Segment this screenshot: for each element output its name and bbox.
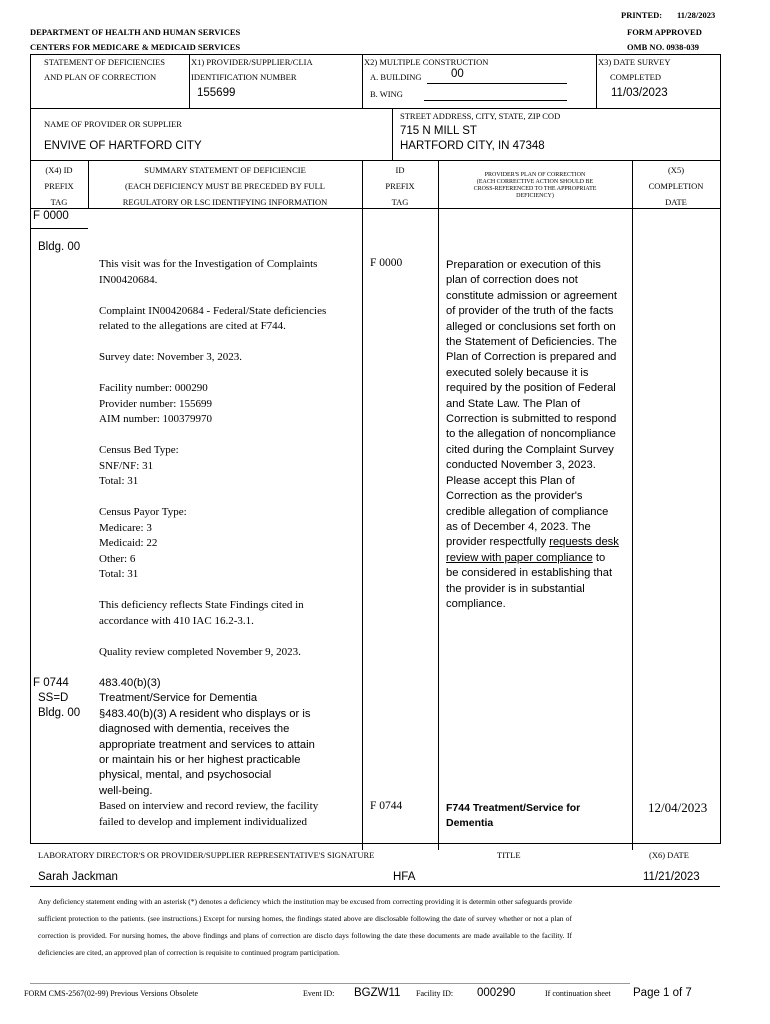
facility-id-label: Facility ID: <box>416 989 454 998</box>
row2-completion-date: 12/04/2023 <box>648 800 708 815</box>
signature-name: Sarah Jackman <box>38 871 118 883</box>
col-id-3: TAG <box>391 197 409 207</box>
x1-label-1: X1) PROVIDER/SUPPLIER/CLIA <box>191 57 313 67</box>
row2-summary-findings: Based on interview and record review, the facility failed to develop and implement individualized <box>99 800 319 828</box>
row1-summary: This visit was for the Investigation of Complaints IN00420684. Complaint IN00420684 - Federal/State deficiencies related to the allegations are cited at F744. Survey date: November 3, 2023. Facility number: 000290 Provider number: 155699 AIM number: 100379970 Census Bed Type: SNF/NF: 31 Total: 31 Census Payor Type: Medicare: 3 Medicaid: 22 Other: 6 Total: 31 This deficiency reflects State Findings cited in accordance with 410 IAC 16.2-3.1. Quality review completed November 9, 2023. <box>99 258 327 658</box>
x3-label-1: X3) DATE SURVEY <box>598 57 671 67</box>
building-value: 00 <box>451 68 464 80</box>
col-summary-2: (EACH DEFICIENCY MUST BE PRECEDED BY FULL <box>125 181 325 191</box>
row2-bldg: Bldg. 00 <box>38 707 81 719</box>
footnote-disclaimer: Any deficiency statement ending with an asterisk (*) denotes a deficiency which the institution may be excused from correcting providing it is determin other safeguards provide sufficient protection to the patients. (see instructions.) Except for nursing homes, the findings stated above are disclosable following the date of survey whether or not a plan of correction is provided. For nursing homes, the above findings and plans of correction are disclo days following the date these documents are made available to the facility. If deficiencies are cited, an approved plan of correction is requisite to continued program participation. <box>38 897 572 957</box>
title-label: TITLE <box>497 850 521 860</box>
plan-text-b: to <box>592 551 606 564</box>
col-id-1: ID <box>395 165 405 175</box>
plan-underline-1: requests desk <box>549 536 619 549</box>
wing-label: B. WING <box>370 89 403 99</box>
col-x5-3: DATE <box>665 197 687 207</box>
centers-title: CENTERS FOR MEDICARE & MEDICAID SERVICES <box>30 42 241 52</box>
statement-label-2: AND PLAN OF CORRECTION <box>44 72 157 82</box>
col-x4-3: TAG <box>50 197 68 207</box>
form-approved: FORM APPROVED <box>627 27 702 37</box>
row2-scope-severity: SS=D <box>38 692 69 704</box>
city-state-zip: HARTFORD CITY, IN 47348 <box>400 140 545 152</box>
col-x5-2: COMPLETION <box>648 181 704 191</box>
building-label: A. BUILDING <box>370 72 422 82</box>
x2-label: X2) MULTIPLE CONSTRUCTION <box>364 57 489 67</box>
x6-date-label: (X6) DATE <box>649 850 689 860</box>
form-id: FORM CMS-2567(02-99) Previous Versions Obsolete <box>24 989 199 998</box>
col-x4-2: PREFIX <box>44 181 74 191</box>
signature-title: HFA <box>393 871 416 883</box>
department-title: DEPARTMENT OF HEALTH AND HUMAN SERVICES <box>30 27 241 37</box>
row2-plan-title: F744 Treatment/Service for Dementia <box>446 802 581 829</box>
row1-plan-of-correction <box>446 258 632 612</box>
x1-label-2: IDENTIFICATION NUMBER <box>191 72 297 82</box>
event-id: BGZW11 <box>354 987 401 999</box>
col-plan-1: PROVIDER'S PLAN OF CORRECTION <box>484 172 586 178</box>
col-plan-2: (EACH CORRECTIVE ACTION SHOULD BE <box>476 179 594 185</box>
printed-label: PRINTED: <box>621 10 663 20</box>
omb-number: OMB NO. 0938-039 <box>627 42 700 52</box>
col-summary-3: REGULATORY OR LSC IDENTIFYING INFORMATION <box>122 197 328 207</box>
col-x4-1: (X4) ID <box>45 165 73 175</box>
row2-tag: F 0744 <box>33 677 69 689</box>
facility-id: 000290 <box>477 987 516 999</box>
statement-label-1: STATEMENT OF DEFICIENCIES <box>44 57 166 67</box>
col-summary-1: SUMMARY STATEMENT OF DEFICIENCIE <box>144 165 306 175</box>
plan-text-c: be considered in establishing that the provider is in substantial compliance. <box>446 567 613 610</box>
provider-name: ENVIVE OF HARTFORD CITY <box>44 140 202 152</box>
address-label: STREET ADDRESS, CITY, STATE, ZIP COD <box>400 111 561 121</box>
event-id-label: Event ID: <box>303 989 335 998</box>
col-plan-3: CROSS-REFERENCED TO THE APPROPRIATE <box>473 186 597 192</box>
row1-tag: F 0000 <box>33 210 69 222</box>
plan-underline-2: review with paper compliance <box>446 551 593 564</box>
printed-date: 11/28/2023 <box>677 10 716 20</box>
provider-number: 155699 <box>197 87 236 99</box>
street-address: 715 N MILL ST <box>400 125 477 137</box>
row2-summary-regulation: 483.40(b)(3) Treatment/Service for Dementia §483.40(b)(3) A resident who displays or is diagnosed with dementia, receives the appropriate treatment and services to attain or maintain his or her highest practicable physical, mental, and psychosocial well-being. <box>99 677 315 797</box>
col-id-2: PREFIX <box>385 181 415 191</box>
row1-bldg: Bldg. 00 <box>38 241 81 253</box>
signature-date: 11/21/2023 <box>643 871 700 883</box>
provider-name-label: NAME OF PROVIDER OR SUPPLIER <box>44 119 182 129</box>
continuation-label: If continuation sheet <box>545 989 611 998</box>
x3-label-2: COMPLETED <box>610 72 661 82</box>
row1-id-tag: F 0000 <box>370 257 403 269</box>
row2-id-tag: F 0744 <box>370 800 403 812</box>
director-signature-label: LABORATORY DIRECTOR'S OR PROVIDER/SUPPLIER REPRESENTATIVE'S SIGNATURE <box>38 850 375 860</box>
col-x5-1: (X5) <box>667 165 685 175</box>
col-plan-4: DEFICIENCY) <box>516 193 554 199</box>
plan-text-a: Preparation or execution of this plan of correction does not constitute admission or agreement of provider of the truth of the facts alleged or conclusions set forth on the Statement of Deficiencies. The Plan of Correction is prepared and executed solely because it is required by the position of Federal and State Law. The Plan of Correction is submitted to respond to the allegation of noncompliance cited during the Complaint Survey conducted November 3, 2023. Please accept this Plan of Correction as the provider's credible allegation of compliance as of December 4, 2023. The provider respectfully <box>446 259 618 549</box>
survey-date: 11/03/2023 <box>611 87 668 99</box>
page-number: Page 1 of 7 <box>633 987 692 999</box>
